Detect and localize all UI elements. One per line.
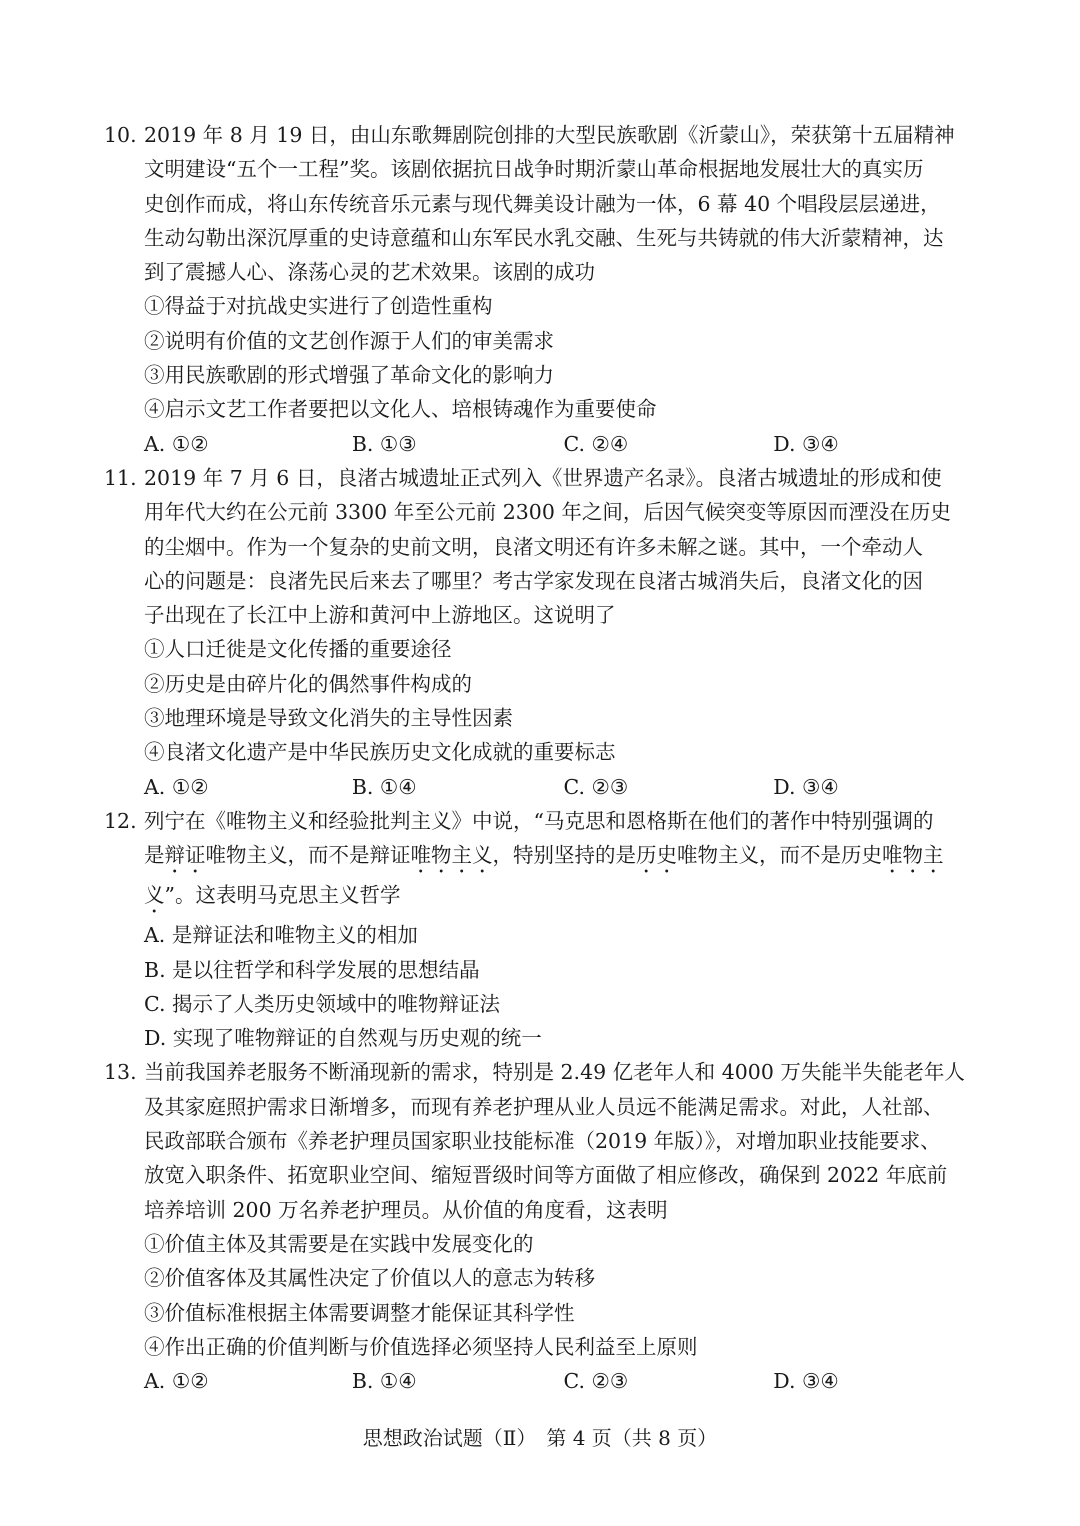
stem-line: 到了震撼人心、涤荡心灵的艺术效果。该剧的成功 — [144, 260, 595, 285]
question-13 — [104, 1055, 984, 1398]
statement: ①人口迁徙是文化传播的重要途径 — [144, 637, 452, 662]
stem-line: 用年代大约在公元前 3300 年至公元前 2300 年之间，后因气候突变等原因而湮没在历史 — [144, 500, 951, 525]
question-stem — [144, 1055, 984, 1226]
stem-line: 2019 年 7 月 6 日，良渚古城遗址正式列入《世界遗产名录》。良渚古城遗址的形成和使 — [144, 465, 942, 490]
emphasized-text: 唯物主义 — [410, 843, 493, 868]
question-number: 10. — [104, 123, 137, 147]
stem-line: 子出现在了长江中上游和黄河中上游地区。这说明了 — [144, 603, 616, 628]
question-stem — [144, 461, 984, 632]
choice-b: B. ①③ — [351, 431, 417, 456]
choice-a: A. ①② — [144, 774, 209, 799]
statement: ②历史是由碎片化的偶然事件构成的 — [144, 671, 472, 696]
question-number: 11. — [104, 465, 137, 490]
statement: ①得益于对抗战史实进行了创造性重构 — [144, 294, 493, 319]
questions-area — [104, 118, 984, 1398]
statement: ③地理环境是导致文化消失的主导性因素 — [144, 706, 513, 731]
emphasized-text: 辩证 — [164, 843, 206, 868]
text-part: 唯物主义，而不是辩证 — [205, 843, 411, 868]
choice-a: A. ①② — [144, 431, 209, 456]
emphasized-text: 义 — [144, 883, 165, 908]
text-part: 唯物主义，而不是历史 — [677, 843, 882, 868]
text-part: ，特别坚持的是 — [492, 843, 636, 868]
choice-c: C. ②④ — [563, 431, 629, 456]
stem-line: 及其家庭照护需求日渐增多，而现有养老护理从业人员远不能满足需求。对此，人社部、 — [144, 1094, 944, 1119]
option-b: B. 是以往哲学和科学发展的思想结晶 — [144, 957, 480, 982]
statement: ②说明有价值的文艺创作源于人们的审美需求 — [144, 328, 554, 353]
choice-d: D. ③④ — [773, 431, 839, 456]
option-d: D. 实现了唯物辩证的自然观与历史观的统一 — [144, 1026, 542, 1051]
question-stem — [144, 804, 984, 918]
statement: ③用民族歌剧的形式增强了革命文化的影响力 — [144, 363, 554, 388]
stem-line: 心的问题是：良渚先民后来去了哪里？考古学家发现在良渚古城消失后，良渚文化的因 — [144, 568, 923, 593]
question-10 — [104, 118, 984, 461]
choice-c: C. ②③ — [563, 774, 629, 799]
stem-line: 2019 年 8 月 19 日，由山东歌舞剧院创排的大型民族歌剧《沂蒙山》，荣获第十五届精神 — [144, 123, 955, 147]
answer-choices — [144, 770, 984, 804]
choice-a: A. ①② — [144, 1369, 209, 1394]
stem-line: 史创作而成，将山东传统音乐元素与现代舞美设计融为一体，6 幕 40 个唱段层层递进， — [144, 191, 941, 216]
option-c: C. 揭示了人类历史领域中的唯物辩证法 — [144, 991, 500, 1016]
stem-line: 当前我国养老服务不断涌现新的需求，特别是 2.49 亿老年人和 4000 万失能半失能老年人 — [144, 1060, 965, 1085]
stem-line: 文明建设“五个一工程”奖。该剧依据抗日战争时期沂蒙山革命根据地发展壮大的真实历 — [144, 157, 924, 182]
statement: ④良渚文化遗产是中华民族历史文化成就的重要标志 — [144, 740, 616, 765]
answer-choices — [144, 1364, 984, 1398]
question-number: 13. — [104, 1060, 137, 1085]
question-11 — [104, 461, 984, 804]
stem-line: 放宽入职条件、拓宽职业空间、缩短晋级时间等方面做了相应修改，确保到 2022 年底前 — [144, 1163, 948, 1188]
choice-c: C. ②③ — [563, 1369, 629, 1394]
statement: ④启示文艺工作者要把以文化人、培根铸魂作为重要使命 — [144, 397, 657, 422]
stem-line-emphasis — [144, 878, 984, 918]
choice-d: D. ③④ — [773, 1369, 839, 1394]
emphasized-text: 历史 — [636, 843, 677, 868]
statement: ③价值标准根据主体需要调整才能保证其科学性 — [144, 1300, 575, 1325]
stem-line: 培养培训 200 万名养老护理员。从价值的角度看，这表明 — [144, 1197, 668, 1222]
answer-choices — [144, 427, 984, 461]
emphasized-text: 唯物主 — [882, 843, 944, 868]
choice-d: D. ③④ — [773, 774, 839, 799]
question-12 — [104, 804, 984, 1055]
statement: ②价值客体及其属性决定了价值以人的意志为转移 — [144, 1266, 595, 1291]
stem-line: 列宁在《唯物主义和经验批判主义》中说，“马克思和恩格斯在他们的著作中特别强调的 — [144, 808, 934, 833]
statement: ④作出正确的价值判断与价值选择必须坚持人民利益至上原则 — [144, 1334, 698, 1359]
option-a: A. 是辩证法和唯物主义的相加 — [144, 923, 418, 948]
stem-line: 民政部联合颁布《养老护理员国家职业技能标准（2019 年版）》，对增加职业技能要求、 — [144, 1129, 941, 1154]
choice-b: B. ①④ — [351, 774, 417, 799]
page-footer: 思想政治试题（Ⅱ） 第 4 页（共 8 页） — [362, 1426, 718, 1450]
choice-b: B. ①④ — [351, 1369, 417, 1394]
stem-line-emphasis — [144, 838, 984, 878]
stem-line: 生动勾勒出深沉厚重的史诗意蕴和山东军民水乳交融、生死与共铸就的伟大沂蒙精神，达 — [144, 225, 944, 250]
question-number: 12. — [104, 808, 137, 833]
stem-line: 的尘烟中。作为一个复杂的史前文明，良渚文明还有许多未解之谜。其中，一个牵动人 — [144, 534, 923, 559]
text-part: ”。这表明马克思主义哲学 — [164, 883, 401, 908]
statement: ①价值主体及其需要是在实践中发展变化的 — [144, 1231, 534, 1256]
text-part: 是 — [144, 843, 165, 868]
question-stem — [144, 118, 984, 289]
